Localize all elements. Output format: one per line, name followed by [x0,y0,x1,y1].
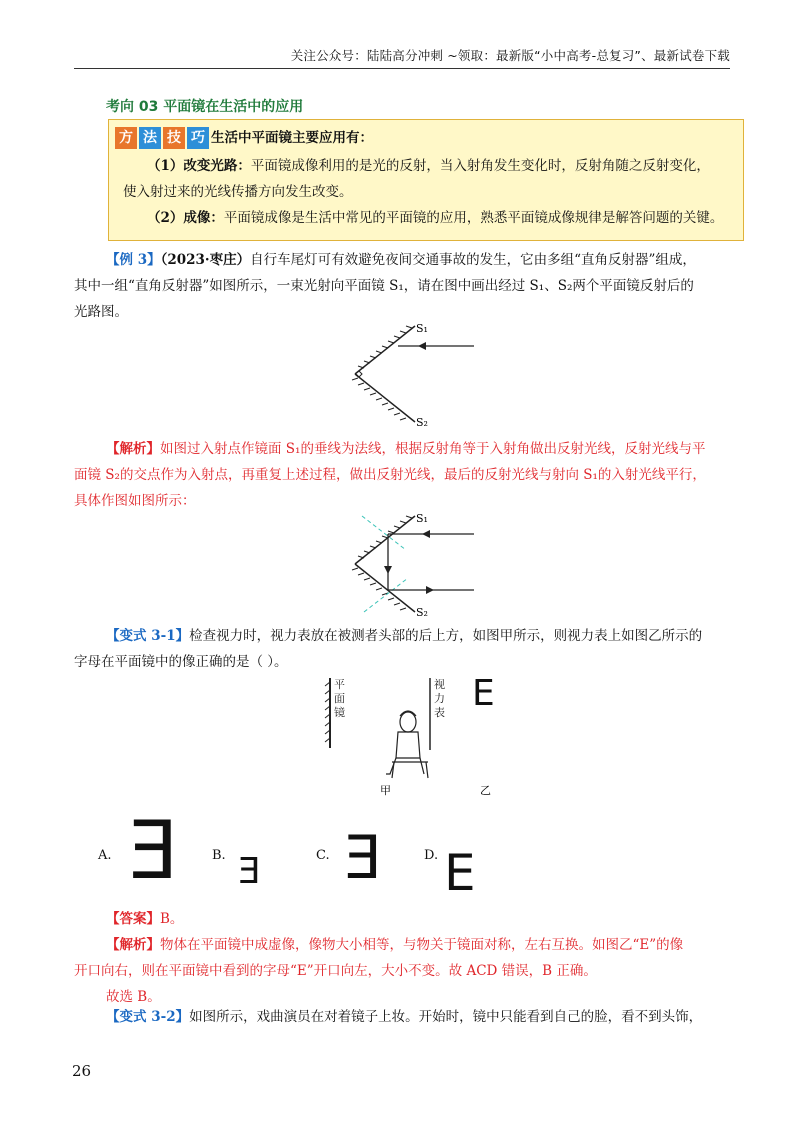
option-a-glyph[interactable]: Ǝ [128,804,179,897]
tip-badge-4: 巧 [187,127,209,149]
seated-person [386,711,428,778]
variant31-text1: 检查视力时，视力表放在被测者头部的后上方，如图甲所示，则视力表上如图乙所示的 [189,628,703,644]
example3-figure [340,318,490,430]
option-c-glyph[interactable]: Ǝ [344,823,382,893]
s1-label: S₁ [416,322,428,335]
tips-heading-row [115,126,373,149]
variant32-tag: 【变式 3-2】 [106,1009,190,1025]
tip-item-2 [147,206,723,230]
tip-item-1-label: （1）改变光路： [147,158,251,174]
page-header: 关注公众号：陆陆高分冲刺 ~领取：最新版“小中高考-总复习”、最新试卷下载 [290,48,730,63]
variant31-tag: 【变式 3-1】 [106,628,190,644]
tip-badge-3: 技 [163,127,185,149]
chart-label-3: 表 [434,706,445,719]
s2-label-solution: S₂ [416,606,428,619]
variant31-analysis-line1 [106,932,683,958]
answer-text: B。 [160,911,184,927]
variant31-analysis-line2: 开口向右，则在平面镜中看到的字母“E”开口向左，大小不变。故 ACD 错误，B 正确。 [74,963,597,979]
example3-analysis-text1: 如图过入射点作镜面 S₁的垂线为法线，根据反射角等于入射角做出反射光线，反射光线与平 [160,441,706,457]
example3-analysis-line3: 具体作图如图所示： [74,493,196,509]
example3-solution-figure [340,508,490,620]
chart-label-1: 视 [434,678,445,691]
chart-letter-e: E [472,673,495,714]
variant32-text1: 如图所示，戏曲演员在对着镜子上妆。开始时，镜中只能看到自己的脸，看不到头饰， [189,1009,703,1025]
option-b-label: B. [212,848,226,863]
caption-yi: 乙 [480,784,491,797]
variant32-line1 [106,1004,702,1030]
variant31-analysis-line3: 故选 B。 [106,989,161,1005]
option-b-glyph[interactable]: Ǝ [238,851,261,892]
mirror-label-1: 平 [334,678,345,691]
mirror-label-3: 镜 [334,706,345,719]
caption-jia: 甲 [380,784,391,797]
option-d-glyph[interactable]: E [444,844,476,902]
tip-item-1-text: 平面镜成像利用的是光的反射，当入射角发生变化时，反射角随之反射变化， [250,158,710,174]
example3-analysis-line1 [106,436,705,462]
tip-badge-1: 方 [115,127,137,149]
tip-badge-2: 法 [139,127,161,149]
variant31-analysis-text1: 物体在平面镜中成虚像，像物大小相等，与物关于镜面对称，左右互换。如图乙“E”的像 [160,937,684,953]
option-a-label: A. [98,848,112,863]
variant31-analysis-tag: 【解析】 [106,937,160,953]
example3-analysis-tag: 【解析】 [106,441,160,457]
example3-line2: 其中一组“直角反射器”如图所示，一束光射向平面镜 S₁，请在图中画出经过 S₁、S₂两个平面镜反射后的 [74,278,694,294]
variant31-answer [106,906,183,932]
tip-item-1-cont: 使入射过来的光线传播方向发生改变。 [123,184,353,200]
example3-tag: 【例 3】 [106,252,161,268]
tips-heading: 生活中平面镜主要应用有： [211,130,373,146]
example3-analysis-line2: 面镜 S₂的交点作为入射点，再重复上述过程，做出反射光线，最后的反射光线与射向 S₁的入射光线平行， [74,467,706,483]
variant31-line1 [106,623,702,649]
tip-item-2-label: （2）成像： [147,210,224,226]
option-c-label: C. [316,848,330,863]
tip-item-2-text: 平面镜成像是生活中常见的平面镜的应用，熟悉平面镜成像规律是解答问题的关键。 [223,210,724,226]
example3-line3: 光路图。 [74,304,128,320]
example3-source: （2023·枣庄） [160,252,251,268]
section-title: 考向 03 平面镜在生活中的应用 [106,99,304,115]
example3-line1 [106,247,696,273]
tip-item-1 [147,154,710,178]
answer-tag: 【答案】 [106,911,160,927]
mirror-label-2: 面 [334,692,345,705]
chart-label-2: 力 [434,692,445,705]
variant31-line2: 字母在平面镜中的像正确的是（ ）。 [74,654,288,670]
page-number: 26 [72,1062,92,1080]
method-tips-box [108,119,744,241]
s1-label-solution: S₁ [416,512,428,525]
s2-label: S₂ [416,416,428,429]
option-d-label: D. [424,848,439,863]
header-divider [74,68,730,69]
example3-text1: 自行车尾灯可有效避免夜间交通事故的发生，它由多组“直角反射器”组成， [250,252,696,268]
